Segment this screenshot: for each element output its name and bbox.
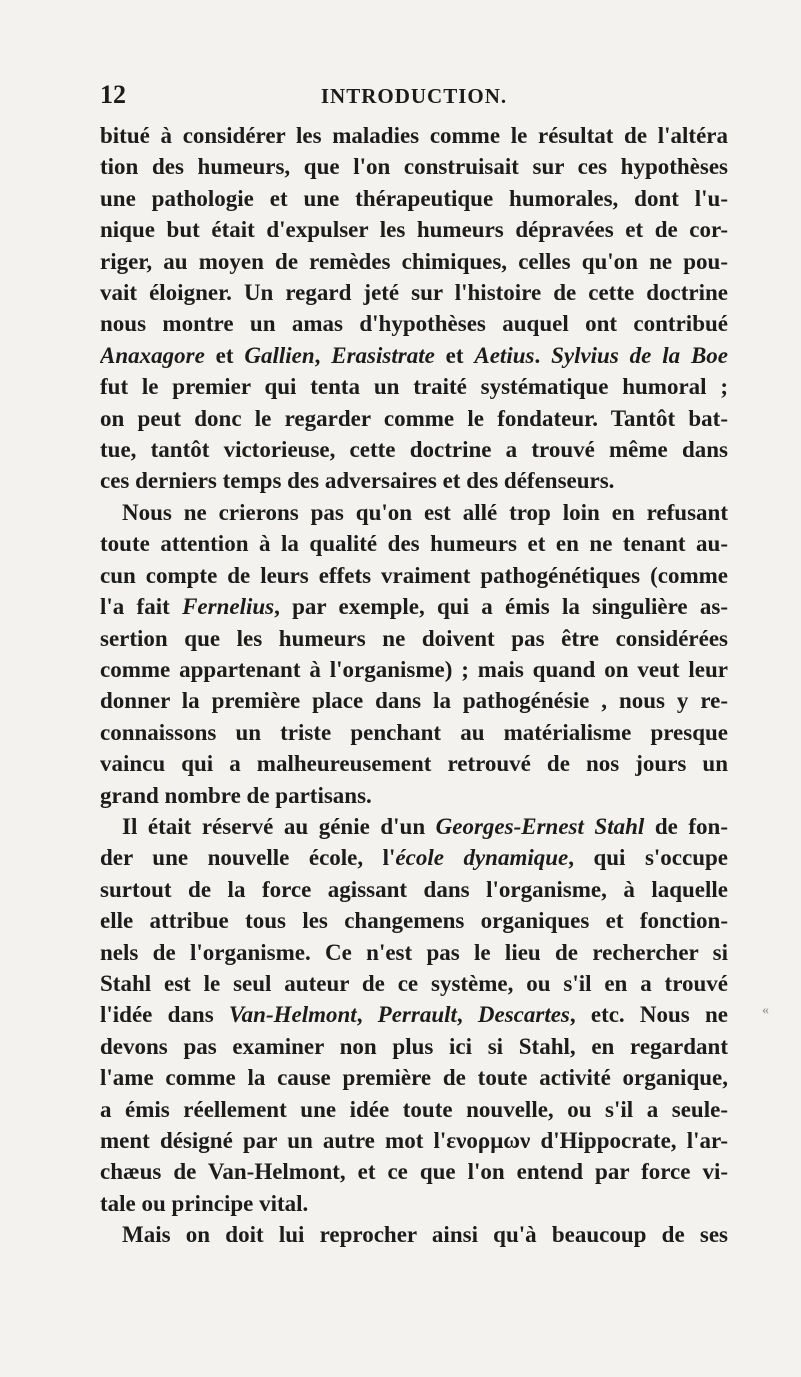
text-segment: ces derniers temps des adversaires et des défenseurs. [100,468,615,494]
text-line [100,497,728,528]
page-number: 12 [100,80,126,109]
text-segment: grand nombre de partisans. [100,782,372,808]
text-line [100,214,728,245]
text-line [100,780,728,811]
text-segment: l'a fait [100,594,183,620]
italic-name: Aetius [474,342,535,368]
text-line [100,340,728,371]
text-line [100,403,728,434]
text-segment: tale ou principe vital. [100,1190,309,1216]
text-line [100,748,728,779]
italic-name: Descartes [477,1002,570,1028]
text-segment: sertion que les humeurs ne doivent pas être considérées [100,625,728,651]
text-segment: Nous ne crierons pas qu'on est allé trop loin en refusant [122,499,728,525]
text-segment: de fon- [644,813,728,839]
text-line [100,905,728,936]
text-segment: ment désigné par un autre mot l'ενορμων d'Hippocrate, l'ar- [100,1128,728,1153]
text-segment: bitué à considérer les maladies comme le résultat de l'altéra [100,123,728,148]
text-line [100,968,728,999]
text-line [100,465,728,496]
text-segment: der une nouvelle école, l' [100,845,396,871]
text-line [100,1062,728,1093]
text-segment: , qui s'occupe [568,845,728,871]
text-segment: et [204,342,245,368]
text-segment: l'idée dans [100,1002,229,1028]
text-segment: cun compte de leurs effets vraiment pathogénétiques (comme [100,562,728,588]
italic-name: Georges-Ernest Stahl [435,813,645,839]
text-line [100,120,728,151]
text-line [100,842,728,873]
text-segment: l'ame comme la cause première de toute activité organique, [100,1065,728,1091]
text-segment: nique but était d'expulser les humeurs dépravées et de cor- [100,217,728,243]
text-segment: toute attention à la qualité des humeurs et en ne tenant au- [100,531,728,557]
text-segment: , etc. Nous ne [569,1002,728,1028]
text-segment: a émis réellement une idée toute nouvelle, ou s'il a seule- [100,1096,728,1122]
text-line [100,277,728,308]
text-line [100,654,728,685]
text-line [100,1156,728,1187]
text-line [100,246,728,277]
text-segment: Il était réservé au génie d'un [122,813,436,839]
text-line [100,937,728,968]
text-segment: . [534,342,552,368]
text-line [100,1125,728,1156]
italic-name: Sylvius de la Boe [551,342,728,368]
text-segment: Mais on doit lui reprocher ainsi qu'à beaucoup de ses [122,1222,728,1248]
text-segment: connaissons un triste penchant au matérialisme presque [100,719,728,745]
text-segment: donner la première place dans la pathogénésie , nous y re- [100,688,728,714]
text-segment: fut le premier qui tenta un traité systématique humoral ; [100,374,728,400]
text-line [100,685,728,716]
text-line [100,811,728,842]
italic-name: Erasistrate [331,342,435,368]
text-segment: devons pas examiner non plus ici si Stahl, en regardant [100,1033,728,1059]
text-segment: , [314,342,332,368]
text-line [100,371,728,402]
text-segment: on peut donc le regarder comme le fondateur. Tantôt bat- [100,405,728,431]
margin-mark: « [762,1003,769,1018]
italic-name: Fernelius [182,594,275,620]
text-segment: Stahl est le seul auteur de ce système, ou s'il en a trouvé [100,970,728,996]
text-line [100,560,728,591]
text-line [100,1219,728,1250]
text-line [100,874,728,905]
text-segment: elle attribue tous les changemens organiques et fonction- [100,908,728,934]
italic-name: Perrault [377,1002,457,1028]
text-segment: surtout de la force agissant dans l'organisme, à laquelle [100,876,728,902]
italic-name: Van-Helmont [228,1002,357,1028]
text-line [100,528,728,559]
text-line [100,1031,728,1062]
text-segment: , [356,1002,378,1028]
text-segment: et [434,342,475,368]
body-text [100,120,728,1251]
running-head: INTRODUCTION. [320,84,508,108]
text-segment: nous montre un amas d'hypothèses auquel ont contribué [100,311,728,337]
italic-name: Gallien [244,342,315,368]
text-segment: vaincu qui a malheureusement retrouvé de nos jours un [100,751,728,777]
text-segment: vait éloigner. Un regard jeté sur l'histoire de cette doctrine [100,280,728,306]
text-line [100,1188,728,1219]
text-segment: tue, tantôt victorieuse, cette doctrine a trouvé même dans [100,437,728,463]
text-line [100,434,728,465]
text-line [100,151,728,182]
text-line [100,308,728,339]
text-segment: chæus de Van-Helmont, et ce que l'on entend par force vi- [100,1159,728,1185]
text-segment: comme appartenant à l'organisme) ; mais quand on veut leur [100,656,728,682]
text-line [100,1094,728,1125]
text-segment: riger, au moyen de remèdes chimiques, celles qu'on ne pou- [100,248,728,274]
text-segment: , [456,1002,478,1028]
text-segment: , par exemple, qui a émis la singulière as- [274,594,728,620]
text-line [100,623,728,654]
text-line [100,999,728,1030]
text-segment: nels de l'organisme. Ce n'est pas le lieu de rechercher si [100,939,728,965]
text-line [100,717,728,748]
text-line [100,183,728,214]
text-segment: une pathologie et une thérapeutique humorales, dont l'u- [100,185,728,211]
italic-name: Anaxagore [100,342,205,368]
text-segment: tion des humeurs, que l'on construisait sur ces hypothèses [100,154,728,180]
text-line [100,591,728,622]
page-header [100,80,728,114]
italic-name: école dynamique [395,845,569,871]
